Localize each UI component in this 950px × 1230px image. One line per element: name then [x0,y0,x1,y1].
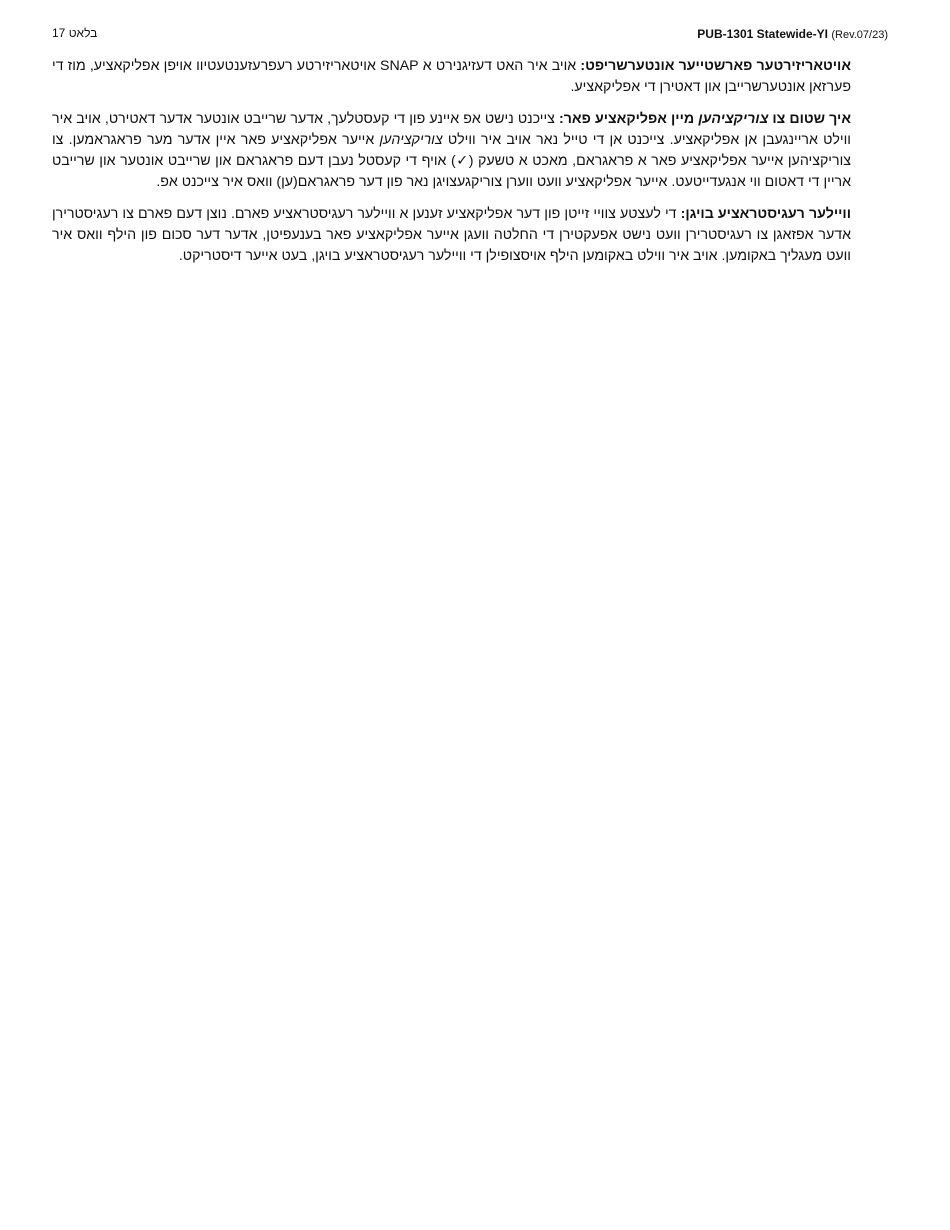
pub-code: PUB-1301 Statewide-YI [697,27,828,41]
checkmark-icon: ✓ [455,153,469,169]
section-heading [559,111,851,127]
voter-registration-paragraph [52,204,851,267]
authorized-representative-paragraph [52,56,851,98]
section-text: ) אויף די קעסטל נעבן דעם פראגראם און שרייבט אונטער און שרייבט אריין די דאטום ווי אנגעדייטעט. אייער אפליקאציע וועט ווערן צוריקגעצויגן נאר פון דער פראגראם(ען) וואס איר צייכנט אפ. [52,153,851,190]
page-number: בלאט 17 [52,26,98,40]
heading-italic: צוריקציהען [698,111,769,127]
withdraw-application-paragraph [52,109,851,193]
section-heading: אויטאריזירטער פארשטייער אונטערשריפט: [580,58,851,74]
section-text: די לעצטע צוויי זייטן פון דער אפליקאציע זענען א וויילער רעגיסטראציע פארם. נוצן דעם פארם צו רעגיסטרירן אדער אפזאגן צו רעגיסטרירן וועט נישט אפעקטירן די החלטה וועגן אייער אפליקאציע פאר בענעפיטן, אדער דער סכום פון הילף וואס איר וועט מעגליך באקומען. אויב איר ווילט באקומען הילף אויסצופילן די וויילער רעגיסטראציע בויגן, בעט אייער דיסטריקט. [52,206,851,264]
heading-part: איך שטום צו [768,111,851,127]
section-heading: וויילער רעגיסטראציע בויגן: [680,206,851,222]
heading-part: מיין אפליקאציע פאר: [559,111,699,127]
revision-date: (Rev.07/23) [831,29,888,41]
document-body [52,56,851,278]
publication-id [697,27,888,41]
page-header [52,22,888,42]
section-text: צייכנט נישט אפ איינע פון די קעסטלעך, אדער שרייבט אונטער אדער דאטירט, אויב איר ווילט אריינגעבן אן אפליקאציע. צייכנט אן די טייל נאר אויב איר ווילט [52,111,851,148]
section-text: אויב איר האט דעזיגנירט א SNAP אויטאריזירטע רעפרעזענטעטיוו אויפן אפליקאציע, מוז די פערזאן אונטערשרייבן און דאטירן די אפליקאציע. [52,58,851,95]
italic-word: צוריקציהען [379,132,443,148]
section-text: אייער אפליקאציע פאר איין אדער מער פראגראמען. צו צוריקציהען אייער אפליקאציע פאר א פראגראם, מאכט א טשעק ( [52,132,851,169]
